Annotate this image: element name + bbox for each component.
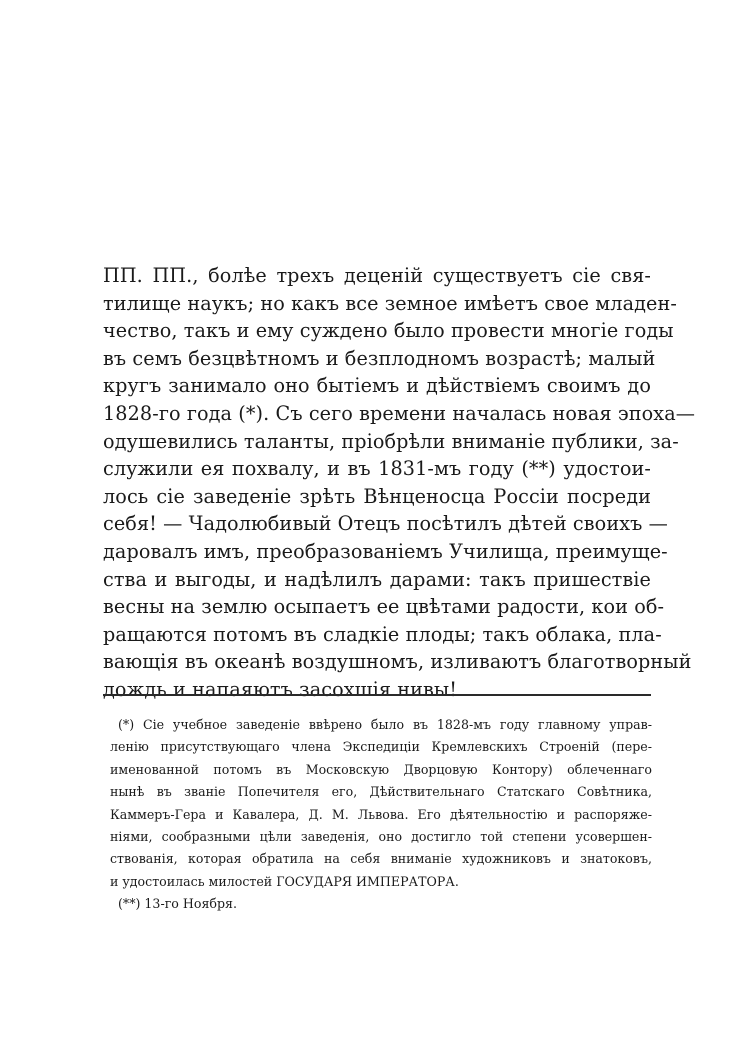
text-line: дождь и напаяютъ засохшія нивы! [103,677,458,701]
text-line: ращаются потомъ въ сладкіе плоды; такъ облака, пла- [103,622,662,646]
text-line: тилище наукъ; но какъ все земное имѣетъ свое младен- [103,291,677,315]
footnote-divider [103,694,651,696]
text-line: одушевились таланты, пріобрѣли вниманіе публики, за- [103,429,679,453]
footnote-line: (*) Сіе учебное заведеніе ввѣрено было въ 1828-мъ году главному управ- [118,717,652,732]
footnote-line: ленію присутствующаго члена Экспедиціи Кремлевскихъ Строеній (пере- [110,739,652,755]
text-line: лось сіе заведеніе зрѣть Вѣнценосца Россіи посреди [103,484,651,508]
footnote-line: ствованія, которая обратила на себя вниманіе художниковъ и знатоковъ, [110,851,652,867]
footnote-line: Каммеръ-Гера и Кавалера, Д. М. Львова. Его дѣятельностію и распоряже- [110,806,652,822]
text-line: служили ея похвалу, и въ 1831-мъ году (**) удостои- [103,457,651,481]
footnote-2: (**) 13-го Ноября. [118,896,237,912]
text-line: вающія въ океанѣ воздушномъ, изливаютъ благотворный [103,650,692,674]
footnote-line: нынѣ въ званіе Попечителя его, Дѣйствительнаго Статскаго Совѣтника, [110,784,652,800]
footnote-line: ніями, сообразными цѣли заведенія, оно достигло той степени усовершен- [110,829,652,845]
text-line: ства и выгоды, и надѣлилъ дарами: такъ пришествіе [103,567,651,591]
text-line: 1828-го года (*). Съ сего времени началась новая эпоха— [103,401,696,425]
main-paragraph [103,262,696,704]
text-line: весны на землю осыпаетъ ее цвѣтами радости, кои об- [103,595,665,619]
footnote-line: и удостоилась милостей ГОСУДАРЯ ИМПЕРАТОРА. [110,873,459,889]
text-line: чество, такъ и ему суждено было провести многіе годы [103,319,674,343]
footnote-line: именованной потомъ въ Московскую Дворцовую Контору) облеченнаго [110,761,652,777]
text-line: себя! — Чадолюбивый Отецъ посѣтилъ дѣтей своихъ — [103,512,668,536]
text-line: ПП. ПП., болѣе трехъ деценій существуетъ сіе свя- [103,264,651,287]
text-line: даровалъ имъ, преобразованіемъ Училища, преимуще- [103,539,668,563]
footnotes [110,714,652,916]
text-line: кругъ занимало оно бытіемъ и дѣйствіемъ своимъ до [103,374,651,398]
text-line: въ семъ безцвѣтномъ и безплодномъ возрастѣ; малый [103,346,656,370]
footnote-1 [110,714,652,893]
